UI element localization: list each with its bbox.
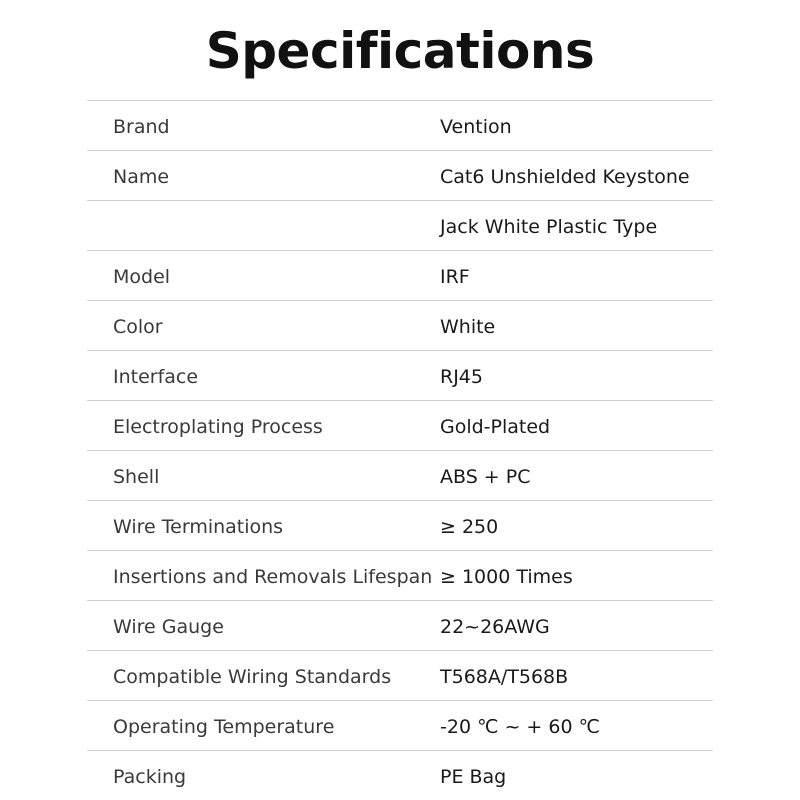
spec-value: Vention (440, 116, 512, 138)
spec-label: Packing (113, 766, 187, 788)
spec-label: Compatible Wiring Standards (113, 666, 392, 688)
spec-value: Cat6 Unshielded Keystone (440, 166, 690, 188)
spec-value: PE Bag (440, 766, 507, 788)
table-row (87, 551, 713, 601)
spec-value: Jack White Plastic Type (440, 216, 658, 238)
table-row (87, 151, 713, 201)
table-row (87, 351, 713, 401)
spec-value: T568A/T568B (440, 666, 569, 688)
spec-value: White (440, 316, 496, 338)
spec-label: Interface (113, 366, 199, 388)
table-row (87, 401, 713, 451)
spec-value: ≥ 1000 Times (440, 566, 573, 588)
spec-value: ≥ 250 (440, 516, 499, 538)
spec-value: RJ45 (440, 366, 483, 388)
spec-value: ABS + PC (440, 466, 531, 488)
spec-value: IRF (440, 266, 470, 288)
spec-label: Electroplating Process (113, 416, 323, 438)
spec-value: 22~26AWG (440, 616, 550, 638)
spec-label: Insertions and Removals Lifespan (113, 566, 433, 588)
spec-label: Wire Terminations (113, 516, 284, 538)
table-row (87, 601, 713, 651)
spec-label: Shell (113, 466, 160, 488)
table-row (87, 701, 713, 751)
spec-label: Color (113, 316, 163, 338)
table-row (87, 101, 713, 151)
table-row (87, 251, 713, 301)
page-title: Specifications (205, 22, 595, 80)
table-row (87, 301, 713, 351)
spec-label: Name (113, 166, 170, 188)
spec-table (87, 100, 713, 800)
spec-label: Operating Temperature (113, 716, 335, 738)
spec-value: Gold-Plated (440, 416, 551, 438)
spec-label: Brand (113, 116, 170, 138)
spec-value: -20 ℃ ~ + 60 ℃ (440, 716, 600, 738)
spec-label: Model (113, 266, 171, 288)
table-row (87, 201, 713, 251)
table-row (87, 451, 713, 501)
table-row (87, 501, 713, 551)
table-row (87, 651, 713, 701)
spec-label: Wire Gauge (113, 616, 224, 638)
table-row (87, 751, 713, 800)
